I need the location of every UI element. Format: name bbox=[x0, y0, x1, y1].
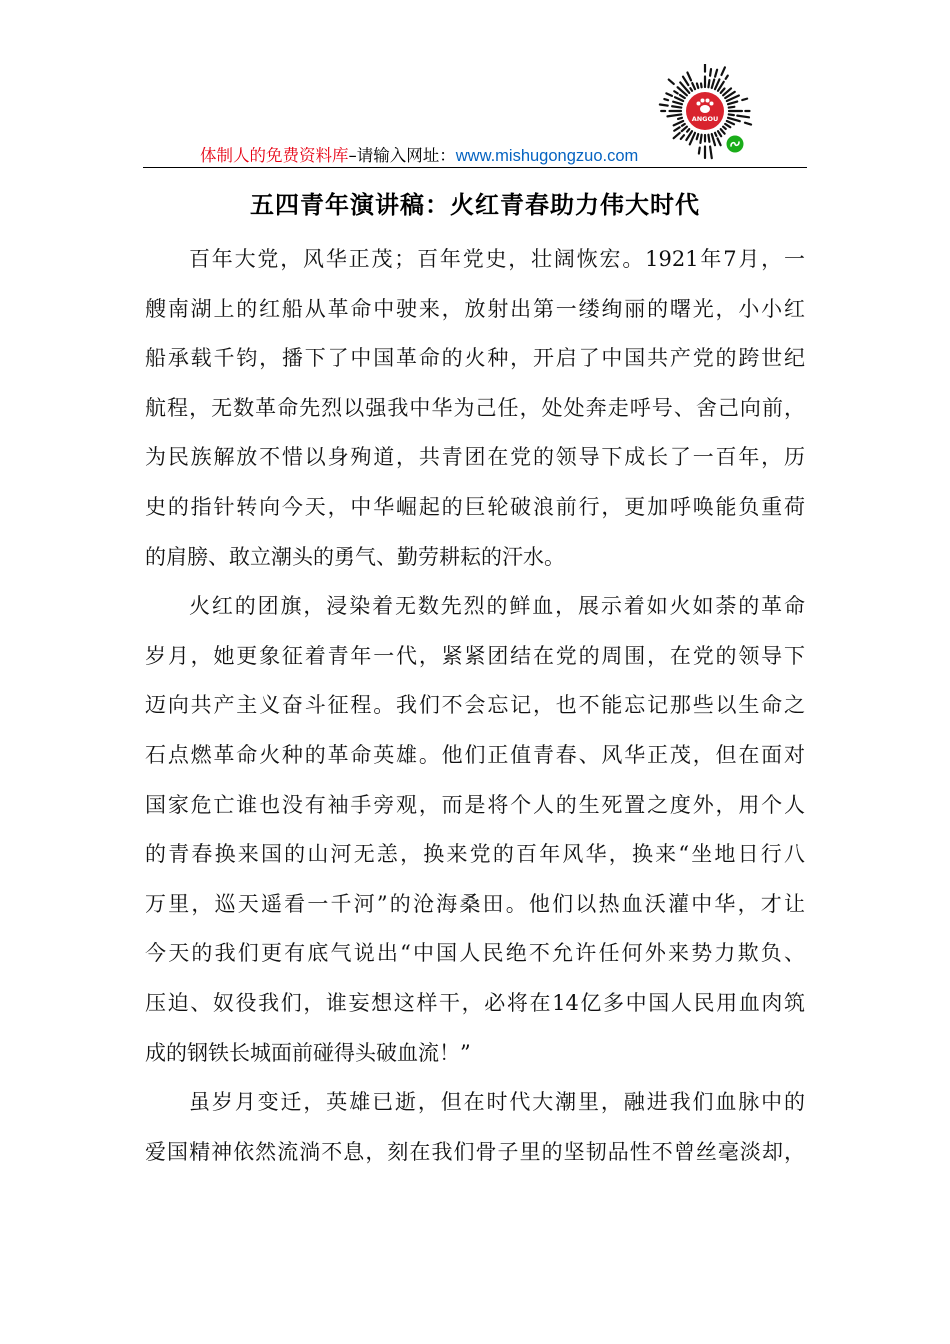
qr-ray bbox=[674, 91, 677, 93]
qr-ray bbox=[737, 116, 749, 118]
qr-ray bbox=[692, 83, 695, 89]
text-line: 为民族解放不惜以身殉道，共青团在党的领导下成长了一百年，历 bbox=[145, 445, 805, 470]
text-line: 船承载千钧，播下了中国革命的火种，开启了中国共产党的跨世纪 bbox=[145, 346, 805, 371]
qr-ray bbox=[697, 83, 698, 87]
qr-ray bbox=[690, 88, 692, 91]
qr-ray bbox=[673, 102, 682, 105]
text-line: 的青春换来国的山河无恙，换来党的百年风华，换来“坐地日行八 bbox=[145, 842, 805, 867]
paragraph bbox=[145, 1078, 805, 1177]
text-line: 国家危亡谁也没有袖手旁观，而是将个人的生死置之度外，用个人 bbox=[145, 792, 805, 817]
qr-logo-text: ANGOU bbox=[691, 115, 719, 123]
qr-ray bbox=[683, 77, 688, 85]
qr-ray bbox=[745, 123, 751, 125]
qr-ray bbox=[712, 134, 715, 145]
text-line: 火红的团旗，浸染着无数先烈的鲜血，展示着如火如荼的革命 bbox=[189, 594, 805, 619]
text-line: 虽岁月变迁，英雄已逝，但在时代大潮里，融进我们血脉中的 bbox=[189, 1090, 805, 1115]
header-divider bbox=[143, 167, 807, 168]
url-prompt: –请输入网址： bbox=[348, 146, 456, 165]
text-line: 爱国精神依然流淌不息，刻在我们骨子里的坚韧品性不曾丝毫淡却， bbox=[145, 1139, 805, 1164]
qr-ray bbox=[687, 73, 691, 81]
qr-ray bbox=[667, 114, 681, 116]
qr-ray bbox=[708, 135, 709, 142]
qr-code bbox=[655, 64, 755, 164]
qr-ray bbox=[729, 107, 735, 108]
qr-ray bbox=[700, 135, 701, 143]
qr-ray bbox=[726, 76, 728, 79]
qr-ray bbox=[710, 147, 712, 159]
qr-ray bbox=[675, 97, 683, 101]
document-title: 五四青年演讲稿：火红青春助力伟大时代 bbox=[250, 191, 700, 219]
qr-ray bbox=[664, 99, 668, 100]
qr-ray bbox=[682, 127, 687, 131]
qr-ray bbox=[701, 83, 702, 87]
qr-ray bbox=[742, 99, 747, 100]
text-line: 航程，无数革命先烈以强我中华为己任，处处奔走呼号、舍己向前， bbox=[145, 395, 805, 420]
qr-ray bbox=[681, 135, 684, 139]
qr-ray bbox=[728, 118, 740, 121]
qr-ray bbox=[666, 93, 672, 96]
document-body bbox=[145, 235, 805, 1177]
qr-ray bbox=[729, 114, 734, 115]
qr-ray bbox=[672, 106, 681, 107]
qr-ray bbox=[710, 69, 711, 76]
qr-ray bbox=[674, 133, 680, 138]
text-line: 成的钢铁长城面前碰得头破血流！” bbox=[145, 1040, 471, 1065]
site-url-link[interactable]: www.mishugongzuo.com bbox=[455, 147, 639, 165]
qr-ray bbox=[687, 129, 689, 132]
text-line: 的肩膀、敢立潮头的勇气、勤劳耕耘的汗水。 bbox=[145, 544, 565, 569]
qr-ray bbox=[674, 127, 679, 130]
text-line: 迈向共产主义奋斗征程。我们不会忘记，也不能忘记那些以生命之 bbox=[145, 693, 805, 718]
site-header bbox=[200, 146, 638, 166]
text-line: 艘南湖上的红船从革命中驶来，放射出第一缕绚丽的曙光，小小红 bbox=[145, 296, 805, 321]
qr-ray bbox=[669, 80, 674, 84]
text-line: 今天的我们更有底气说出“中国人民绝不允许任何外来势力欺负、 bbox=[145, 941, 805, 966]
qr-ray bbox=[715, 70, 717, 77]
text-line: 万里，巡天遥看一千河”的沧海桑田。他们以热血沃灌中华，才让 bbox=[145, 891, 805, 916]
qr-ray bbox=[712, 80, 714, 88]
qr-ray bbox=[682, 124, 685, 126]
qr-ray bbox=[723, 127, 726, 129]
qr-ray bbox=[727, 121, 734, 124]
qr-ray bbox=[721, 129, 725, 134]
qr-ray bbox=[708, 80, 709, 87]
qr-ray bbox=[699, 148, 700, 154]
qr-ray bbox=[678, 118, 682, 119]
qr-ray bbox=[680, 95, 685, 98]
qr-ray bbox=[718, 138, 721, 145]
qr-ray bbox=[718, 131, 721, 136]
paragraph bbox=[145, 582, 805, 1078]
qr-ray bbox=[721, 88, 725, 92]
text-line: 压迫、奴役我们，谁妄想这样干，必将在14亿多中国人民用血肉筑 bbox=[145, 990, 805, 1015]
qr-ray bbox=[721, 67, 724, 75]
qr-ray bbox=[728, 102, 737, 105]
paragraph bbox=[145, 235, 805, 582]
qr-ray bbox=[725, 124, 730, 127]
site-name: 体制人的免费资料库 bbox=[200, 146, 349, 165]
qr-ray bbox=[660, 105, 668, 106]
text-line: 岁月，她更象征着青年一代，紧紧团结在党的周围，在党的领导下 bbox=[145, 643, 805, 668]
qr-ray bbox=[697, 134, 699, 139]
text-line: 史的指针转向今天，中华崛起的巨轮破浪前行，更加呼唤能负重荷 bbox=[145, 494, 805, 519]
text-line: 百年大党，风华正茂；百年党史，壮阔恢宏。1921年7月，一 bbox=[189, 247, 805, 271]
text-line: 石点燃革命火种的革命英雄。他们正值青春、风华正茂，但在面对 bbox=[145, 742, 805, 767]
qr-ray bbox=[715, 133, 716, 136]
